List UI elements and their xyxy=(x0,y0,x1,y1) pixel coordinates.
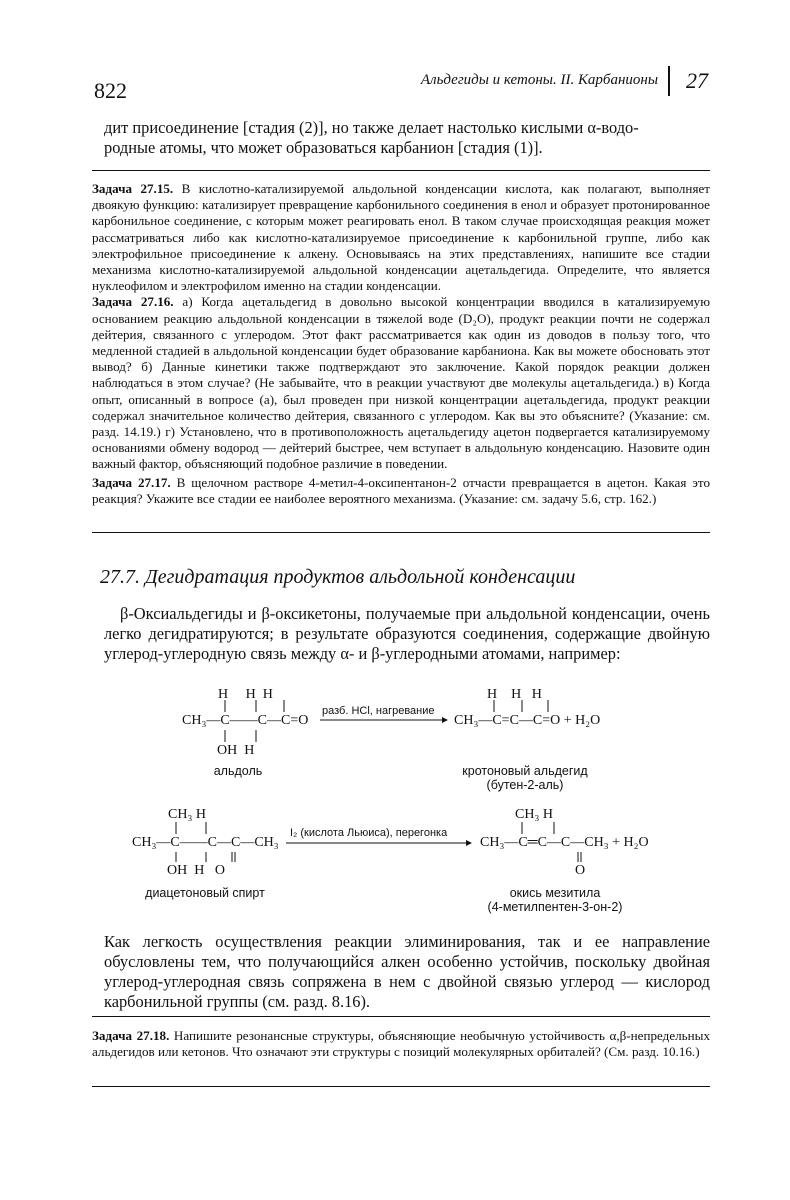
reactant-1-top-h: H H H xyxy=(218,687,273,702)
task-27-18-text xyxy=(92,1028,710,1060)
reaction-1-condition: разб. HCl, нагревание xyxy=(322,705,435,717)
section-paragraph: β-Оксиальдегиды и β-оксикетоны, получаемые при альдольной конденсации, очень легко дегидратируются; в результате образуются соединения, содержащие двойную углерод-углеродную связь между α- и β-углеродными атомами, например: xyxy=(104,604,710,663)
task-label: Задача 27.16. xyxy=(92,294,174,310)
reaction-2-condition: I₂ (кислота Льюиса), перегонка xyxy=(290,827,448,839)
product-2-formula: CH₃—C═C—C—CH₃ + H₂O xyxy=(480,835,649,850)
reactant-2-label: диацетоновый спирт xyxy=(145,886,265,900)
page-number: 822 xyxy=(94,78,127,103)
product-1-iupac: (бутен-2-аль) xyxy=(486,778,564,792)
product-2-label xyxy=(470,886,640,914)
task-text: В щелочном растворе 4-метил-4-оксипентанон-2 отчасти превращается в ацетон. Какая это реакция? Укажите все стадии ее наиболее вероятного механизма. (Указание: см. задачу 5.6, стр. 162.) xyxy=(92,474,710,506)
product-1-top-h: H H H xyxy=(487,687,542,702)
task-label: Задача 27.17. xyxy=(92,474,171,490)
reactant-2-top: CH₃ H xyxy=(168,807,206,822)
task-27-18 xyxy=(92,1028,710,1060)
conclusion-paragraph: Как легкость осуществления реакции элиминирования, так и ее направление обусловлены тем, что получающийся алкен особенно устойчив, поскольку двойная углерод-углеродная связь сопряжена в нем с двойной связью углерод — кислород карбонильной группы (см. разд. 8.16). xyxy=(104,932,710,1011)
product-1-formula: CH₃—C=C—C=O + H₂O xyxy=(454,713,601,728)
product-2-bottom: O xyxy=(575,863,586,878)
chapter-number: 27 xyxy=(686,68,708,93)
reactant-1-label: альдоль xyxy=(213,764,263,778)
product-1-name: кротоновый альдегид xyxy=(462,764,588,778)
task-label: Задача 27.18. xyxy=(92,1028,170,1043)
product-2-top: CH₃ H xyxy=(515,807,553,822)
rule-bottom xyxy=(92,1086,710,1087)
intro-line-1: дит присоединение [стадия (2)], но также делает настолько кислыми α-водо- xyxy=(104,118,639,137)
reactant-2-bottom: OH H O xyxy=(167,863,225,878)
reactant-2-formula: CH₃—C——C—C—CH₃ xyxy=(132,835,279,850)
task-text: а) Когда ацетальдегид в довольно высокой концентрации вводился в катализируемую основанием реакцию альдольной конденсации в тяжелой воде (D₂O), продукт реакции почти не содержал дейтерия, связанного с углеродом. Этот факт рассматривается как один из доводов в пользу того, что медленной стадией в альдольной конденсации будет образование карбаниона. Как вы можете обосновать этот вывод? б) Данные кинетики также подтверждают это заключение. Какой порядок реакции должен наблюдаться в этом случае? (Не забывайте, что в реакции участвуют две молекулы ацетальдегида.) в) Когда опыт, описанный в вопросе (а), был проведен при низкой концентрации ацетальдегида, продукт реакции содержал значительное количество дейтерия, связанного с углеродом. Как вы это объясните? (Указание: см. разд. 14.19.) г) Установлено, что в противоположность ацетальдегиду ацетон подвергается катализируемому основаниями обмену водород — дейтерий быстрее, чем вступает в альдольную конденсацию. Назовите один важный фактор, объясняющий подобное различие в поведении. xyxy=(92,294,710,472)
intro-line-2: родные атомы, что может образоваться карбанион [стадия (1)]. xyxy=(104,138,543,157)
product-2-iupac: (4-метилпентен-3-он-2) xyxy=(487,900,623,914)
task-text: Напишите резонансные структуры, объясняющие необычную устойчивость α,β-непредельных альдегидов или кетонов. Что означают эти структуры с позиций молекулярных орбиталей? (См. разд. 10.16.) xyxy=(92,1028,710,1060)
reactant-1-formula: CH₃—C——C—C=O xyxy=(182,713,309,728)
task-text: В кислотно-катализируемой альдольной конденсации кислота, как полагают, выполняет двоякую функцию: катализирует превращение карбонильного соединения в енол и образует протонированное карбонильное соединение, с которым может реагировать енол. В таком случае происходящая реакция может рассматриваться либо как кислотно-катализируемое присоединение к карбонильной группе, либо как электрофильное присоединение к алкену. Основываясь на этих представлениях, напишите все стадии механизма кислотно-катализируемой альдольной конденсации ацетальдегида. Определите, что является нуклеофилом и электрофилом именно на стадии конденсации. xyxy=(92,181,710,294)
product-2-name: окись мезитила xyxy=(509,886,601,900)
rule-lower xyxy=(92,1016,710,1017)
section-title: 27.7. Дегидратация продуктов альдольной конденсации xyxy=(100,566,576,588)
task-label: Задача 27.15. xyxy=(92,181,174,196)
running-title: Альдегиды и кетоны. II. Карбанионы xyxy=(420,72,658,88)
reactant-1-bottom: OH H xyxy=(217,743,255,758)
